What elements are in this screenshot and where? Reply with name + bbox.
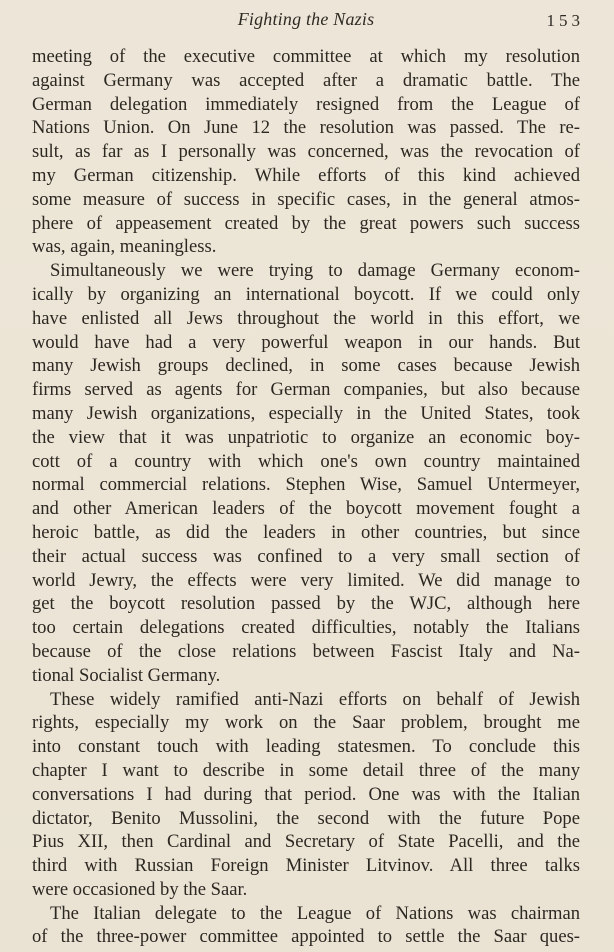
text-line: the view that it was unpatriotic to organize an economic boy- — [32, 426, 580, 448]
text-line: third with Russian Foreign Minister Litvinov. All three talks — [32, 855, 580, 877]
text-line: heroic battle, as did the leaders in other countries, but since — [32, 521, 580, 543]
text-line: because of the close relations between Fascist Italy and Na- — [32, 640, 580, 662]
text-line: chapter I want to describe in some detail three of the many — [32, 759, 580, 781]
text-line: firms served as agents for German companies, but also because — [32, 379, 580, 401]
text-line: dictator, Benito Mussolini, the second with the future Pope — [32, 807, 580, 829]
text-line: would have had a very powerful weapon in our hands. But — [32, 331, 580, 353]
paragraph — [32, 902, 580, 950]
text-line: of the three-power committee appointed to settle the Saar ques- — [32, 926, 580, 948]
running-head — [32, 6, 584, 32]
text-line: many Jewish groups declined, in some cases because Jewish — [32, 355, 580, 377]
text-line: rights, especially my work on the Saar problem, brought me — [32, 712, 580, 734]
text-line: These widely ramified anti-Nazi efforts on behalf of Jewish — [50, 688, 580, 710]
page-number: 153 — [546, 11, 584, 30]
paragraph — [32, 259, 580, 687]
body-text — [32, 45, 580, 949]
text-line: against Germany was accepted after a dramatic battle. The — [32, 69, 580, 91]
text-line: world Jewry, the effects were very limited. We did manage to — [32, 569, 580, 591]
text-line: meeting of the executive committee at which my resolution — [32, 46, 580, 67]
text-line: sult, as far as I personally was concerned, was the revocation of — [32, 141, 580, 163]
paragraph — [32, 688, 580, 902]
text-line: The Italian delegate to the League of Nations was chairman — [50, 902, 580, 924]
text-line: some measure of success in specific cases, in the general atmos- — [32, 188, 580, 210]
text-line: their actual success was confined to a very small section of — [32, 545, 580, 567]
text-line: was, again, meaningless. — [32, 236, 217, 258]
text-line: my German citizenship. While efforts of this kind achieved — [32, 164, 580, 186]
text-line: into constant touch with leading statesmen. To conclude this — [32, 736, 580, 758]
text-line: ically by organizing an international boycott. If we could only — [32, 283, 580, 305]
text-line: normal commercial relations. Stephen Wise, Samuel Untermeyer, — [32, 474, 580, 496]
text-line: conversations I had during that period. One was with the Italian — [32, 783, 580, 805]
text-line: tional Socialist Germany. — [32, 664, 221, 686]
text-line: Nations Union. On June 12 the resolution was passed. The re- — [32, 117, 580, 139]
running-title: Fighting the Nazis — [237, 9, 375, 29]
text-line: German delegation immediately resigned from the League of — [32, 93, 580, 115]
text-line: have enlisted all Jews throughout the world in this effort, we — [32, 307, 580, 329]
paragraph — [32, 45, 580, 259]
text-line: were occasioned by the Saar. — [32, 878, 248, 900]
text-line: many Jewish organizations, especially in the United States, took — [32, 402, 580, 424]
text-line: phere of appeasement created by the great powers such success — [32, 212, 580, 234]
text-line: and other American leaders of the boycott movement fought a — [32, 498, 580, 520]
text-line: get the boycott resolution passed by the WJC, although here — [32, 593, 580, 615]
text-line: Simultaneously we were trying to damage Germany econom- — [50, 260, 580, 282]
text-line: too certain delegations created difficulties, notably the Italians — [32, 617, 580, 639]
text-line: Pius XII, then Cardinal and Secretary of State Pacelli, and the — [32, 831, 580, 853]
text-line: cott of a country with which one's own country maintained — [32, 450, 580, 472]
